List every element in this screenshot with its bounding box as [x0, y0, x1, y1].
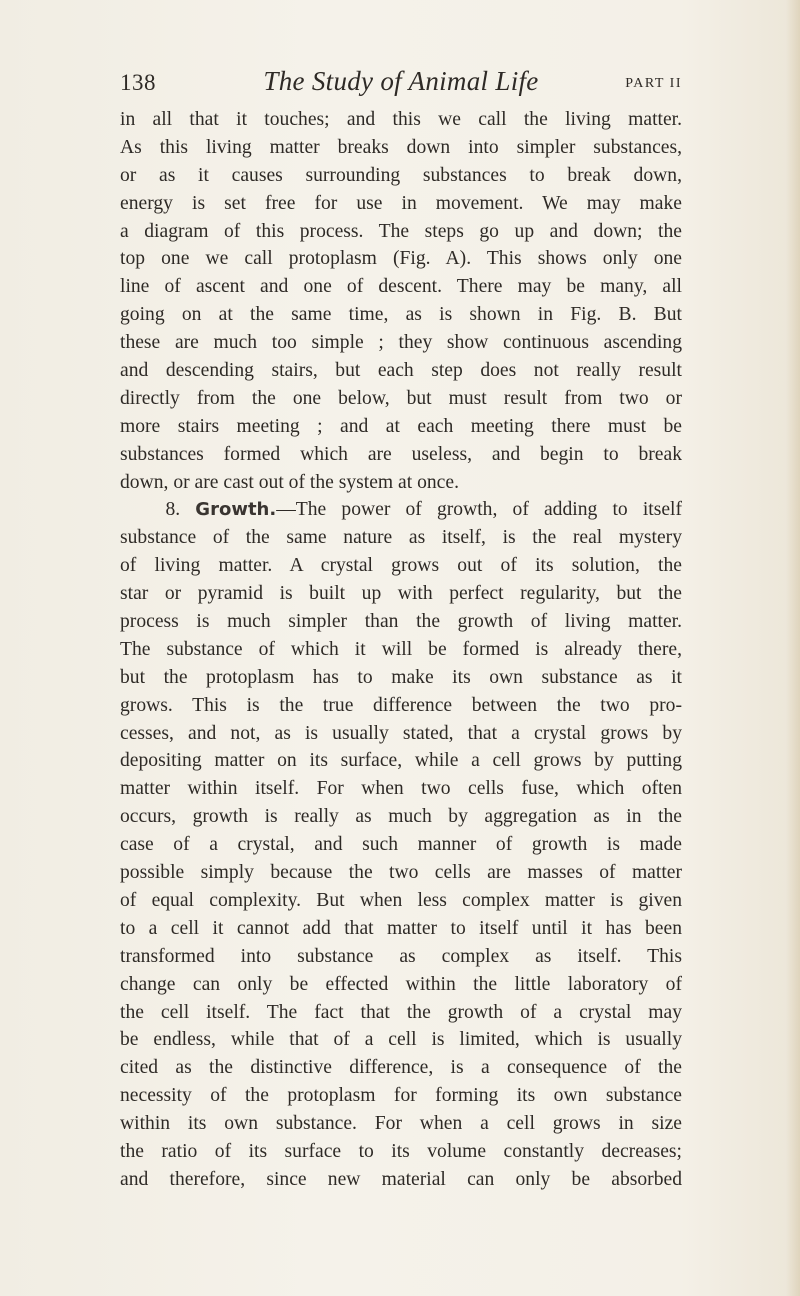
text-line: top one we call protoplasm (Fig. A). This shows only one — [120, 248, 682, 270]
page-edge-shadow — [786, 0, 800, 1296]
section-heading: Growth. — [195, 499, 277, 521]
section-first-line — [120, 496, 682, 524]
text-line: within its own substance. For when a cell grows in size — [120, 1113, 682, 1135]
text-line: and descending stairs, but each step does not really result — [120, 360, 682, 382]
text-line: change can only be effected within the little laboratory of — [120, 973, 682, 995]
text-line: the ratio of its surface to its volume constantly decreases; — [120, 1140, 682, 1162]
section-first-line-text: —The power of growth, of adding to itself — [276, 499, 682, 521]
text-line: or as it causes surrounding substances to break down, — [120, 164, 682, 186]
text-line: The substance of which it will be formed is already there, — [120, 638, 682, 660]
text-line: and therefore, since new material can only be absorbed — [120, 1168, 682, 1190]
text-line: As this living matter breaks down into simpler substances, — [120, 136, 682, 158]
text-line: line of ascent and one of descent. There may be many, all — [120, 276, 682, 298]
running-title: The Study of Animal Life — [263, 66, 539, 96]
text-line: depositing matter on its surface, while a cell grows by putting — [120, 750, 682, 772]
page-number: 138 — [120, 70, 156, 95]
text-line: grows. This is the true difference between the two pro- — [120, 694, 682, 716]
text-line: substance of the same nature as itself, is the real mystery — [120, 527, 682, 549]
text-line: matter within itself. For when two cells fuse, which often — [120, 778, 682, 800]
section-number: 8. — [165, 499, 181, 521]
text-line: in all that it touches; and this we call the living matter. — [120, 109, 682, 130]
part-label: PART II — [625, 76, 682, 91]
text-line: possible simply because the two cells are masses of matter — [120, 862, 682, 884]
text-line: more stairs meeting ; and at each meeting there must be — [120, 415, 682, 437]
text-line: substances formed which are useless, and begin to break — [120, 443, 682, 465]
text-line: but the protoplasm has to make its own substance as it — [120, 666, 682, 688]
running-header — [120, 66, 682, 106]
text-line: of equal complexity. But when less complex matter is given — [120, 889, 682, 911]
text-line: transformed into substance as complex as itself. This — [120, 945, 682, 967]
text-line: going on at the same time, as is shown in Fig. B. But — [120, 304, 682, 326]
text-line: energy is set free for use in movement. We may make — [120, 192, 682, 214]
text-line: of living matter. A crystal grows out of its solution, the — [120, 555, 682, 577]
text-line: the cell itself. The fact that the growth of a crystal may — [120, 1001, 682, 1023]
text-line: a diagram of this process. The steps go up and down; the — [120, 220, 682, 242]
text-line: be endless, while that of a cell is limited, which is usually — [120, 1029, 682, 1051]
text-line: directly from the one below, but must result from two or — [120, 387, 682, 409]
text-line: these are much too simple ; they show continuous ascending — [120, 332, 682, 354]
text-line: down, or are cast out of the system at once. — [120, 471, 459, 493]
text-line: cesses, and not, as is usually stated, that a crystal grows by — [120, 722, 682, 744]
text-line: to a cell it cannot add that matter to itself until it has been — [120, 917, 682, 939]
body-text — [120, 106, 682, 1194]
text-line: occurs, growth is really as much by aggregation as in the — [120, 806, 682, 828]
text-line: case of a crystal, and such manner of growth is made — [120, 834, 682, 856]
text-line: star or pyramid is built up with perfect regularity, but the — [120, 583, 682, 605]
text-line: process is much simpler than the growth of living matter. — [120, 611, 682, 633]
text-line: cited as the distinctive difference, is a consequence of the — [120, 1057, 682, 1079]
text-line: necessity of the protoplasm for forming its own substance — [120, 1085, 682, 1107]
